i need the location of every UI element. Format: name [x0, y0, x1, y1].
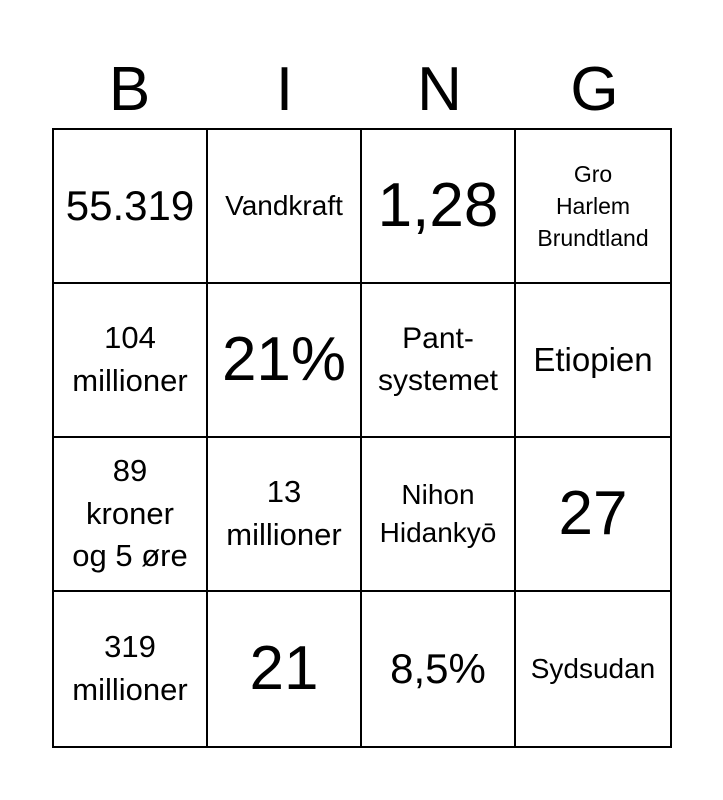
- bingo-cell-r1-c3[interactable]: [362, 130, 516, 284]
- bingo-cell-r2-c3[interactable]: [362, 284, 516, 438]
- bingo-cell-text: Vandkraft: [225, 190, 343, 222]
- bingo-cell-text: Nihon Hidankyō: [379, 479, 497, 548]
- bingo-cell-r3-c3[interactable]: [362, 438, 516, 592]
- header-letter-b: B: [108, 55, 151, 124]
- bingo-cell-text: 104 millioner: [72, 320, 188, 398]
- bingo-cell-r4-c1[interactable]: [54, 592, 208, 746]
- bingo-cell-text: 55.319: [65, 182, 195, 230]
- bingo-header: [52, 52, 672, 128]
- bingo-cell-text: Pant- systemet: [377, 322, 499, 397]
- bingo-cell-text: Sydsudan: [530, 653, 656, 685]
- bingo-cell-r3-c4[interactable]: [516, 438, 670, 592]
- bingo-cell-r1-c4[interactable]: [516, 130, 670, 284]
- bingo-cell-text: 319 millioner: [72, 629, 188, 707]
- header-letter-g: G: [570, 55, 619, 124]
- header-letter-i: I: [275, 55, 294, 124]
- bingo-cell-text: 13 millioner: [226, 474, 342, 552]
- bingo-cell-text: Gro Harlem Brundtland: [537, 160, 649, 252]
- bingo-cell-r3-c2[interactable]: [208, 438, 362, 592]
- bingo-cell-r1-c2[interactable]: [208, 130, 362, 284]
- bingo-cell-r4-c2[interactable]: [208, 592, 362, 746]
- bingo-cell-text: 27: [558, 479, 628, 549]
- bingo-card: [52, 128, 672, 748]
- bingo-cell-text: 1,28: [377, 171, 499, 241]
- bingo-cell-r2-c1[interactable]: [54, 284, 208, 438]
- bingo-cell-r2-c4[interactable]: [516, 284, 670, 438]
- bingo-cell-r3-c1[interactable]: [54, 438, 208, 592]
- bingo-cell-r1-c1[interactable]: [54, 130, 208, 284]
- bingo-cell-r4-c4[interactable]: [516, 592, 670, 746]
- header-letter-n: N: [417, 55, 462, 124]
- bingo-cell-text: 21%: [221, 325, 347, 395]
- bingo-cell-text: 8,5%: [390, 645, 486, 693]
- bingo-cell-text: 89 kroner og 5 øre: [72, 452, 188, 574]
- bingo-cell-text: 21: [249, 634, 319, 704]
- bingo-cell-text: Etiopien: [533, 340, 653, 378]
- bingo-cell-r4-c3[interactable]: [362, 592, 516, 746]
- bingo-cell-r2-c2[interactable]: [208, 284, 362, 438]
